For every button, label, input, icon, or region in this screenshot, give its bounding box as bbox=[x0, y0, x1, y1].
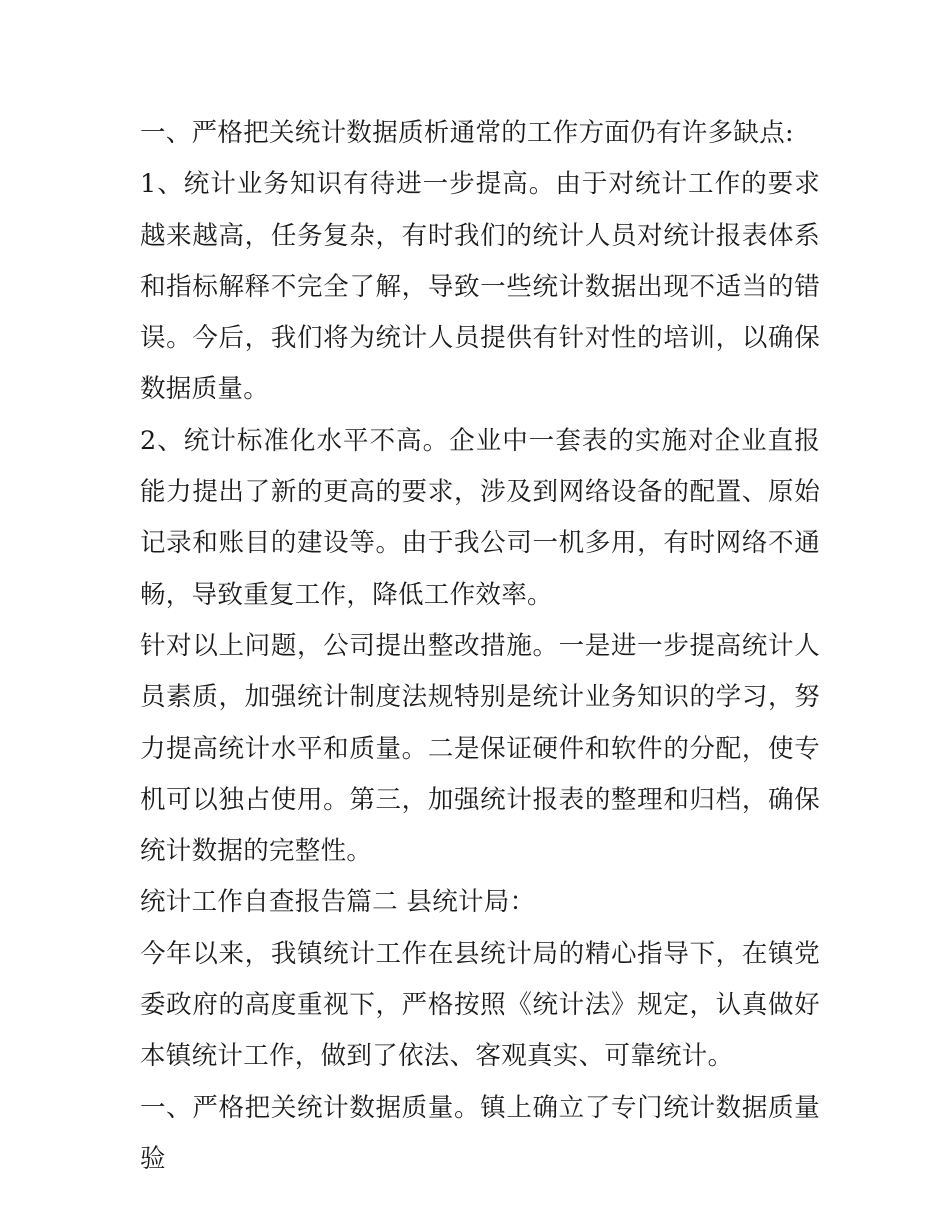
paragraph-item-1: 1、统计业务知识有待进一步提高。由于对统计工作的要求越来越高，任务复杂，有时我们的统计人员对统计报表体系和指标解释不完全了解，导致一些统计数据出现不适当的错误。今后，我们将为统计人员提供有针对性的培训，以确保数据质量。 bbox=[140, 169, 820, 405]
paragraph-report-title: 统计工作自查报告篇二 县统计局： bbox=[140, 887, 536, 918]
paragraph-heading-shortcomings: 一、严格把关统计数据质析通常的工作方面仍有许多缺点: bbox=[140, 118, 794, 148]
paragraph-measures: 针对以上问题，公司提出整改措施。一是进一步提高统计人员素质，加强统计制度法规特别是统计业务知识的学习，努力提高统计水平和质量。二是保证硬件和软件的分配，使专机可以独占使用。第三，加强统计报表的整理和归档，确保统计数据的完整性。 bbox=[140, 630, 820, 867]
paragraph-section-1: 一、严格把关统计数据质量。镇上确立了专门统计数据质量验 bbox=[140, 1092, 820, 1174]
paragraph-item-2: 2、统计标准化水平不高。企业中一套表的实施对企业直报能力提出了新的更高的要求，涉及到网络设备的配置、原始记录和账目的建设等。由于我公司一机多用，有时网络不通畅，导致重复工作，降低工作效率。 bbox=[140, 425, 820, 610]
document-body bbox=[140, 108, 820, 1185]
paragraph-intro: 今年以来，我镇统计工作在县统计局的精心指导下，在镇党委政府的高度重视下，严格按照《统计法》规定，认真做好本镇统计工作，做到了依法、客观真实、可靠统计。 bbox=[140, 938, 820, 1072]
